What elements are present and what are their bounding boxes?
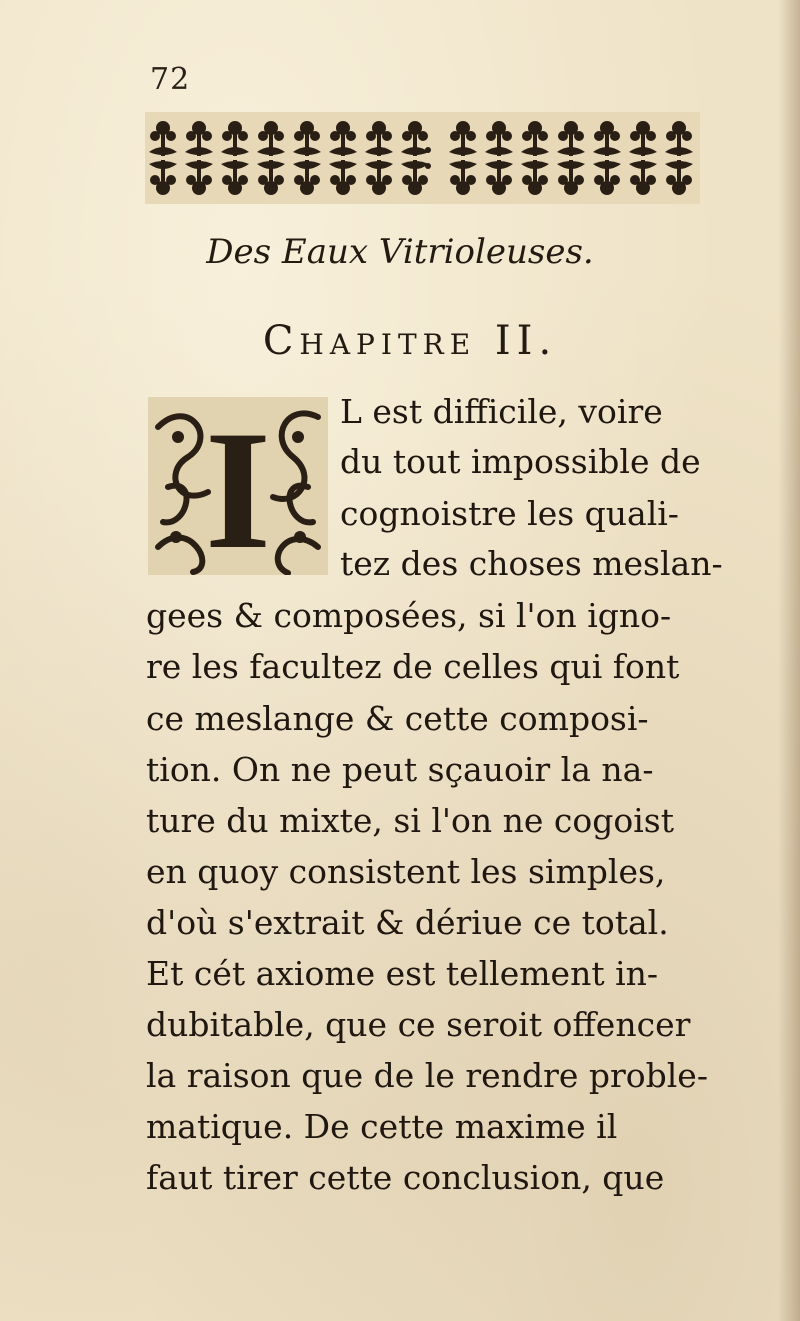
text-line: gees & composées, si l'on igno- xyxy=(146,596,672,635)
text-line: tion. On ne peut sçauoir la na- xyxy=(146,750,654,789)
text-line: dubitable, que ce seroit offencer xyxy=(146,1005,691,1044)
text-line: tez des choses meslan- xyxy=(340,544,723,583)
text-line: matique. De cette maxime il xyxy=(146,1107,618,1146)
text-line: Et cét axiome est tellement in- xyxy=(146,954,659,993)
text-line: cognoistre les quali- xyxy=(340,494,679,533)
text-line: en quoy consistent les simples, xyxy=(146,852,666,891)
text-line: d'où s'extrait & dériue ce total. xyxy=(146,903,669,942)
page-edge-shadow xyxy=(778,0,800,1321)
text-line: ture du mixte, si l'on ne cogoist xyxy=(146,801,674,840)
text-line: faut tirer cette conclusion, que xyxy=(146,1158,665,1197)
drop-cap-letter: I xyxy=(204,397,272,575)
text-line: la raison que de le rendre proble- xyxy=(146,1056,708,1095)
text-line: ce meslange & cette composi- xyxy=(146,699,649,738)
running-title: Des Eaux Vitrioleuses. xyxy=(206,232,594,272)
text-line: du tout impossible de xyxy=(340,442,701,481)
fleuron-ornament-band xyxy=(145,112,700,204)
decorated-initial-letter xyxy=(148,397,328,575)
chapter-heading: Chapitre II. xyxy=(262,318,558,364)
page-number: 72 xyxy=(150,62,191,97)
text-line: re les facultez de celles qui font xyxy=(146,647,680,686)
text-line: L est difficile, voire xyxy=(340,392,663,431)
